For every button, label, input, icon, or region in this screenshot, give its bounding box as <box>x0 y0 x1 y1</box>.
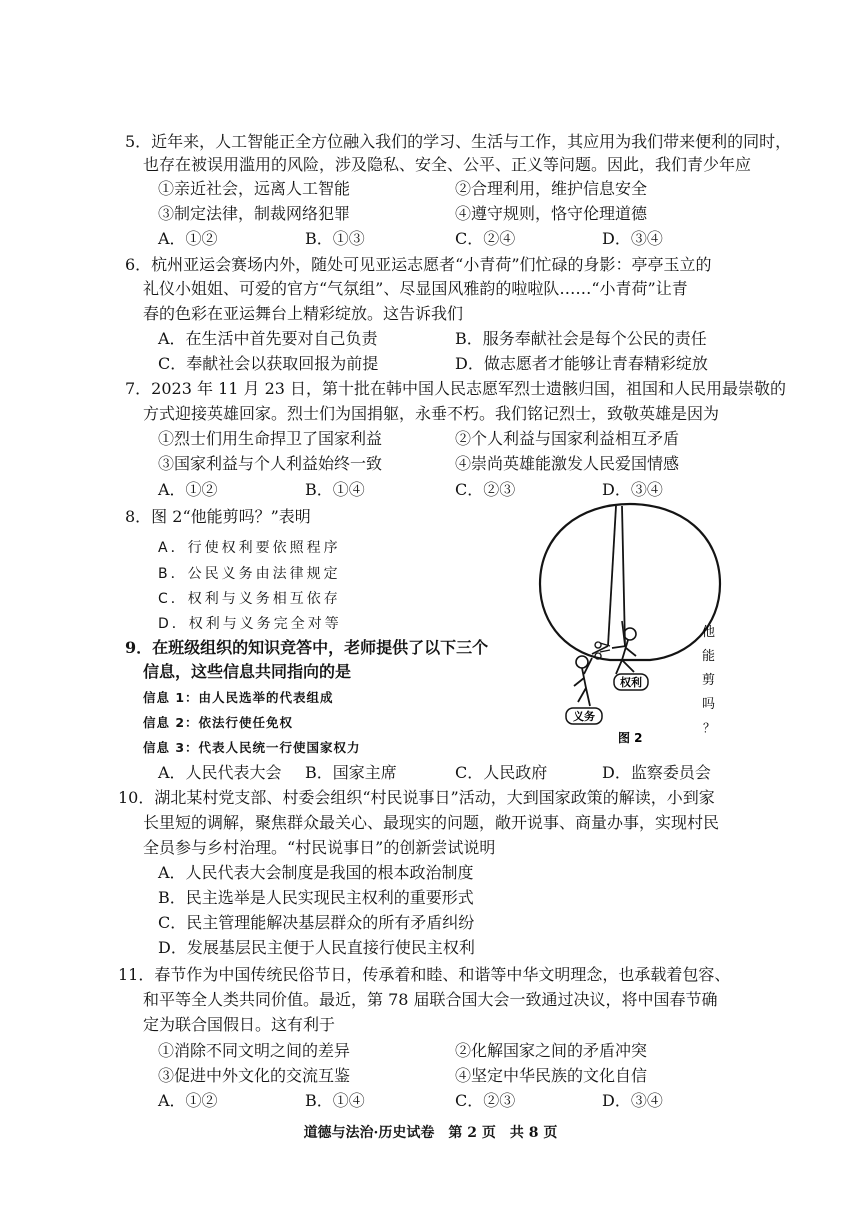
q6-option-a: A．在生活中首先要对自己负责 <box>158 329 378 348</box>
q9-info-1: 信息 1：由人民选举的代表组成 <box>143 690 334 705</box>
q5-statement-4: ④遵守规则，恪守伦理道德 <box>455 204 648 223</box>
q5-option-c: C．②④ <box>455 229 516 248</box>
q11-stem-line1: 11．春节作为中国传统民俗节日，传承着和睦、和谐等中华文明理念，也承载着包容、 <box>118 965 731 984</box>
q10-option-b: B．民主选举是人民实现民主权利的重要形式 <box>158 888 474 907</box>
q7-option-b: B．①④ <box>305 480 365 499</box>
q5-option-d: D．③④ <box>602 229 663 248</box>
q10-option-d: D．发展基层民主便于人民直接行使民主权利 <box>158 938 475 957</box>
vertical-text-5: ？ <box>703 721 716 735</box>
q5-statement-2: ②合理利用，维护信息安全 <box>455 179 648 198</box>
q7-stem-line1: 7．2023 年 11 月 23 日，第十批在韩中国人民志愿军烈士遗骸归国，祖国和人民用最崇敬的 <box>125 379 787 398</box>
vertical-text-4: 吗 <box>702 697 716 712</box>
figure-duty-head <box>576 656 588 668</box>
figure-rights-head <box>624 628 636 640</box>
q5-stem-line2: 也存在被误用滥用的风险，涉及隐私、安全、公平、正义等问题。因此，我们青少年应 <box>143 155 752 174</box>
vertical-text-3: 剪 <box>702 673 716 688</box>
q10-option-a: A．人民代表大会制度是我国的根本政治制度 <box>158 863 474 882</box>
q9-stem-line2: 信息，这些信息共同指向的是 <box>143 662 352 681</box>
q9-info-2: 信息 2：依法行使任免权 <box>143 715 294 730</box>
q8-stem: 8．图 2“他能剪吗？”表明 <box>125 507 311 526</box>
q6-option-c: C．奉献社会以获取回报为前提 <box>158 354 379 373</box>
q6-stem-line2: 礼仪小姐姐、可爱的官方“气氛组”、尽显国风雅韵的啦啦队……“小青荷”让青 <box>143 279 688 298</box>
q8-option-b: B．公民义务由法律规定 <box>158 566 341 582</box>
q7-option-a: A．①② <box>158 480 218 499</box>
q5-statement-1: ①亲近社会，远离人工智能 <box>158 179 351 198</box>
q8-option-a: A．行使权利要依照程序 <box>158 540 341 556</box>
q7-statement-4: ④崇尚英雄能激发人民爱国情感 <box>455 454 680 473</box>
q9-option-c: C．人民政府 <box>455 763 548 782</box>
q11-stem-line3: 定为联合国假日。这有利于 <box>143 1015 336 1034</box>
figure-rights-body <box>612 640 636 674</box>
q7-option-c: C．②③ <box>455 480 516 499</box>
q10-stem-line1: 10．湖北某村党支部、村委会组织“村民说事日”活动，大到国家政策的解读，小到家 <box>118 788 715 807</box>
q10-stem-line2: 长里短的调解，聚焦群众最关心、最现实的问题，敞开说事、商量办事，实现村民 <box>143 813 720 832</box>
label-duty: 义务 <box>573 710 595 723</box>
q7-statement-1: ①烈士们用生命捍卫了国家利益 <box>158 429 383 448</box>
q11-option-a: A．①② <box>158 1091 218 1110</box>
q9-info-3: 信息 3：代表人民统一行使国家权力 <box>143 740 361 755</box>
q7-statement-2: ②个人利益与国家利益相互矛盾 <box>455 429 680 448</box>
q11-option-d: D．③④ <box>602 1091 663 1110</box>
q6-stem-line1: 6．杭州亚运会赛场内外，随处可见亚运志愿者“小青荷”们忙碌的身影：亭亭玉立的 <box>125 255 712 274</box>
q11-statement-2: ②化解国家之间的矛盾冲突 <box>455 1041 648 1060</box>
q11-stem-line2: 和平等全人类共同价值。最近，第 78 届联合国大会一致通过决议，将中国春节确 <box>143 990 718 1009</box>
balloon-outline <box>540 504 720 660</box>
q9-option-b: B．国家主席 <box>305 763 397 782</box>
q11-statement-3: ③促进中外文化的交流互鉴 <box>158 1066 351 1085</box>
q8-option-d: D．权利与义务完全对等 <box>158 616 342 632</box>
q5-option-a: A．①② <box>158 229 218 248</box>
page-footer: 道德与法治·历史试卷 第 2 页 共 8 页 <box>303 1125 558 1141</box>
label-rights: 权利 <box>620 676 642 689</box>
q6-option-b: B．服务奉献社会是每个公民的责任 <box>455 329 707 348</box>
vertical-text-2: 能 <box>702 649 716 664</box>
q9-option-a: A．人民代表大会 <box>158 763 282 782</box>
figure-caption: 图 2 <box>618 731 643 745</box>
q11-statement-4: ④坚定中华民族的文化自信 <box>455 1066 648 1085</box>
q11-option-b: B．①④ <box>305 1091 365 1110</box>
q5-option-b: B．①③ <box>305 229 365 248</box>
q10-stem-line3: 全员参与乡村治理。“村民说事日”的创新尝试说明 <box>143 838 496 857</box>
q6-stem-line3: 春的色彩在亚运舞台上精彩绽放。这告诉我们 <box>143 304 464 323</box>
vertical-text-1: 他 <box>702 625 716 640</box>
q5-statement-3: ③制定法律，制裁网络犯罪 <box>158 204 351 223</box>
q9-option-d: D．监察委员会 <box>602 763 711 782</box>
figure-2-illustration <box>530 496 730 751</box>
q7-stem-line2: 方式迎接英雄回家。烈士们为国捐躯，永垂不朽。我们铭记烈士，致敬英雄是因为 <box>143 404 720 423</box>
q8-option-c: C．权利与义务相互依存 <box>158 591 341 607</box>
q7-option-d: D．③④ <box>602 480 663 499</box>
q10-option-c: C．民主管理能解决基层群众的所有矛盾纠纷 <box>158 913 475 932</box>
rope-left <box>608 506 616 646</box>
q11-option-c: C．②③ <box>455 1091 516 1110</box>
q11-statement-1: ①消除不同文明之间的差异 <box>158 1041 351 1060</box>
q7-statement-3: ③国家利益与个人利益始终一致 <box>158 454 383 473</box>
q9-stem-line1: 9．在班级组织的知识竞答中，老师提供了以下三个 <box>125 638 489 657</box>
q5-stem-line1: 5．近年来，人工智能正全方位融入我们的学习、生活与工作，其应用为我们带来便利的同时， <box>125 132 792 151</box>
q6-option-d: D．做志愿者才能够让青春精彩绽放 <box>455 354 708 373</box>
